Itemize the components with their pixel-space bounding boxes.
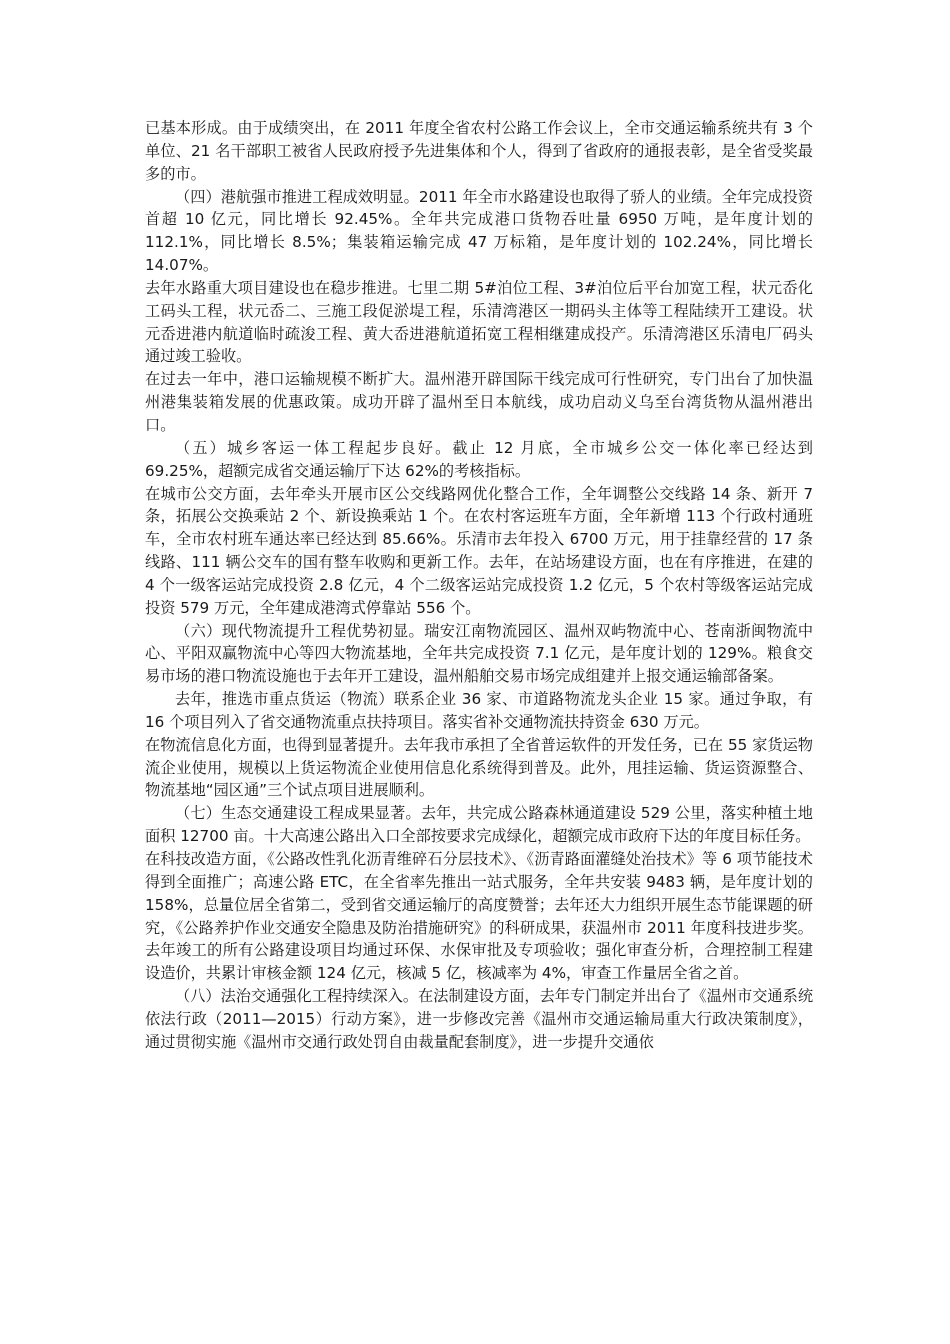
paragraph-section-6-logistics: （六）现代物流提升工程优势初显。瑞安江南物流园区、温州双屿物流中心、苍南浙闽物流中心、平阳双赢物流中心等四大物流基地，全年共完成投资 7.1 亿元，是年度计划的 129%。粮食交易市场的港口物流设施也于去年开工建设，温州船舶交易市场完成组建并上报交通运输部备案。 [145,621,813,686]
paragraph-port-transport: 在过去一年中，港口运输规模不断扩大。温州港开辟国际干线完成可行性研究，专门出台了加快温州港集装箱发展的优惠政策。成功开辟了温州至日本航线，成功启动义乌至台湾货物从温州港出口。 [145,370,813,434]
paragraph-rural-roads-end: 已基本形成。由于成绩突出，在 2011 年度全省农村公路工作会议上，全市交通运输系统共有 3 个单位、21 名干部职工被省人民政府授予先进集体和个人，得到了省政府的通报表彰，是全省受奖最多的市。 [145,119,813,183]
paragraph-section-8-rule-of-law: （八）法治交通强化工程持续深入。在法制建设方面，去年专门制定并出台了《温州市交通系统依法行政（2011—2015）行动方案》，进一步修改完善《温州市交通运输局重大行政决策制度》，通过贯彻实施《温州市交通行政处罚自由裁量配套制度》，进一步提升交通依 [145,987,813,1051]
paragraph-tech-upgrade: 在科技改造方面，《公路改性乳化沥青维碎石分层技术》、《沥青路面灌缝处治技术》等 6 项节能技术得到全面推广；高速公路 ETC，在全省率先推出一站式服务，全年共安装 9483 辆，是年度计划的 158%，总量位居全省第二，受到省交通运输厅的高度赞誉；去年还大力组织开展生态节能课题的研究，《公路养护作业交通安全隐患及防治措施研究》的科研成果，获温州市 2011 年度科技进步奖。去年竣工的所有公路建设项目均通过环保、水保审批及专项验收；强化审查分析，合理控制工程建设造价，共累计审核金额 124 亿元，核减 5 亿，核减率为 4%，审查工作量居全省之首。 [145,850,813,983]
paragraph-freight-enterprises: 去年，推选市重点货运（物流）联系企业 36 家、市道路物流龙头企业 15 家。通过争取，有 16 个项目列入了省交通物流重点扶持项目。落实省补交通物流扶持资金 630 万元。 [145,690,813,731]
paragraph-section-7-ecology: （七）生态交通建设工程成果显著。去年，共完成公路森林通道建设 529 公里，落实种植土地面积 12700 亩。十大高速公路出入口全部按要求完成绿化，超额完成市政府下达的年度目标任务。 [145,804,813,846]
document-body [145,117,813,1054]
paragraph-logistics-it: 在物流信息化方面，也得到显著提升。去年我市承担了全省普运软件的开发任务，已在 55 家货运物流企业使用，规模以上货运物流企业使用信息化系统得到普及。此外，甩挂运输、货运资源整合、物流基地“园区通”三个试点项目进展顺利。 [145,735,813,800]
paragraph-section-4-port: （四）港航强市推进工程成效明显。2011 年全市水路建设也取得了骄人的业绩。全年完成投资首超 10 亿元，同比增长 92.45%。全年共完成港口货物吞吐量 6950 万吨，是年度计划的 112.1%，同比增长 8.5%；集装箱运输完成 47 万标箱，是年度计划的 102.24%，同比增长 14.07%。 [145,187,813,275]
paragraph-section-5-passenger: （五）城乡客运一体工程起步良好。截止 12 月底，全市城乡公交一体化率已经达到 69.25%，超额完成省交通运输厅下达 62%的考核指标。 [145,438,813,480]
paragraph-urban-transit: 在城市公交方面，去年牵头开展市区公交线路网优化整合工作，全年调整公交线路 14 条、新开 7 条，拓展公交换乘站 2 个、新设换乘站 1 个。在农村客运班车方面，全年新增 113 个行政村通班车，全市农村班车通达率已经达到 85.66%。乐清市去年投入 6700 万元，用于挂靠经营的 17 条线路、111 辆公交车的国有整车收购和更新工作。去年，在站场建设方面，也在有序推进，在建的 4 个一级客运站完成投资 2.8 亿元，4 个二级客运站完成投资 1.2 亿元，5 个农村等级客运站完成投资 579 万元，全年建成港湾式停靠站 556 个。 [145,484,813,617]
paragraph-waterway-projects: 去年水路重大项目建设也在稳步推进。七里二期 5#泊位工程、3#泊位后平台加宽工程，状元岙化工码头工程，状元岙二、三施工段促淤堤工程，乐清湾港区一期码头主体等工程陆续开工建设。状元岙进港内航道临时疏浚工程、黄大岙进港航道拓宽工程相继建成投产。乐清湾港区乐清电厂码头通过竣工验收。 [145,278,813,366]
